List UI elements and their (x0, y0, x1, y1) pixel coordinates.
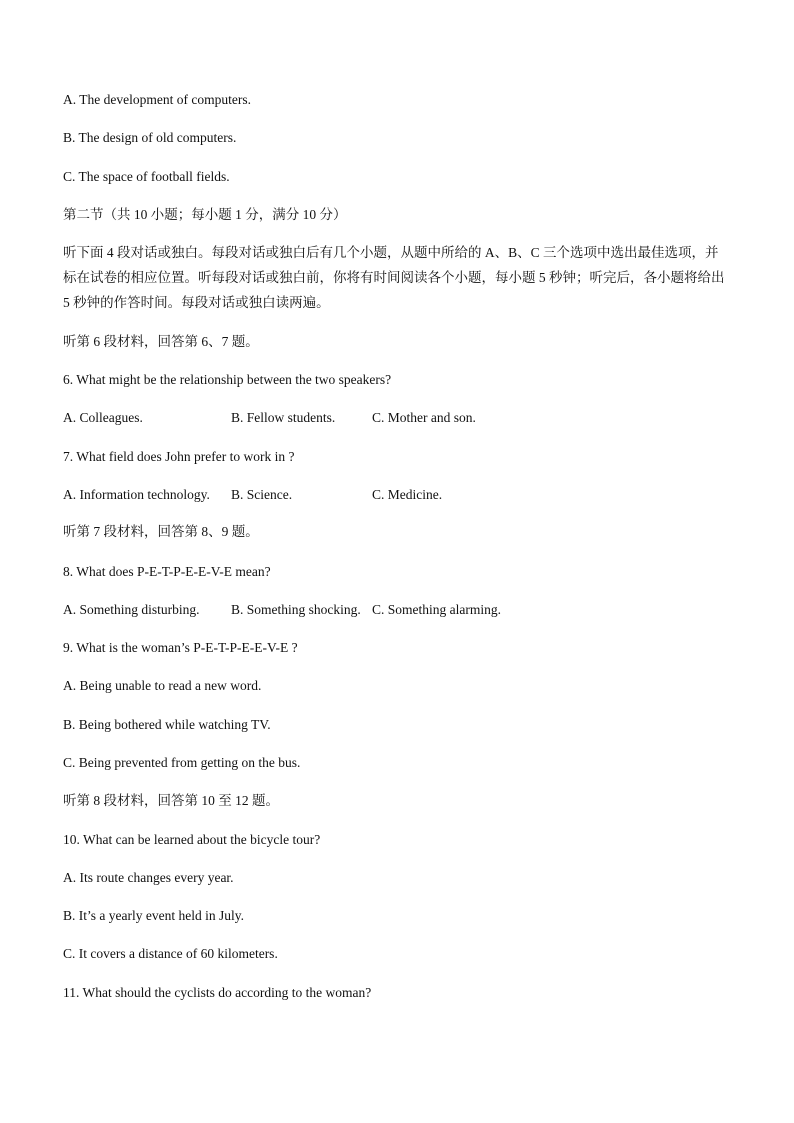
question-7-option-c: C. Medicine. (372, 487, 443, 502)
material-6-heading: 听第 6 段材料，回答第 6、7 题。 (63, 334, 259, 349)
section-heading: 第二节（共 10 小题；每小题 1 分，满分 10 分） (63, 207, 347, 222)
question-10-option-a: A. Its route changes every year. (63, 870, 234, 885)
question-6-option-a: A. Colleagues. (63, 410, 143, 425)
question-8: 8. What does P-E-T-P-E-E-V-E mean? (63, 564, 271, 579)
question-8-option-a: A. Something disturbing. (63, 602, 200, 617)
prev-option-c: C. The space of football fields. (63, 169, 230, 184)
question-7-option-b: B. Science. (231, 487, 293, 502)
question-10-option-c: C. It covers a distance of 60 kilometers. (63, 946, 278, 961)
question-7: 7. What field does John prefer to work in ? (63, 449, 295, 464)
question-10: 10. What can be learned about the bicycle tour? (63, 832, 321, 847)
question-6-option-c: C. Mother and son. (372, 410, 476, 425)
section-instructions: 听下面 4 段对话或独白。每段对话或独白后有几个小题，从题中所给的 A、B、C 三个选项中选出最佳选项，并标在试卷的相应位置。听每段对话或独白前，你将有时间阅读各个小题，每小题 5 秒钟；听完后，各小题将给出 5 秒钟的作答时间。每段对话或独白读两遍。 (63, 245, 725, 310)
question-9-option-c: C. Being prevented from getting on the bus. (63, 755, 301, 770)
material-7-heading: 听第 7 段材料，回答第 8、9 题。 (63, 524, 259, 539)
question-11: 11. What should the cyclists do according to the woman? (63, 985, 372, 1000)
question-9: 9. What is the woman’s P-E-T-P-E-E-V-E ? (63, 640, 298, 655)
question-8-option-c: C. Something alarming. (372, 602, 501, 617)
prev-option-a: A. The development of computers. (63, 92, 251, 107)
question-9-option-a: A. Being unable to read a new word. (63, 678, 262, 693)
question-10-option-b: B. It’s a yearly event held in July. (63, 908, 244, 923)
question-6: 6. What might be the relationship between the two speakers? (63, 372, 392, 387)
question-6-option-b: B. Fellow students. (231, 410, 336, 425)
question-7-option-a: A. Information technology. (63, 487, 210, 502)
question-8-option-b: B. Something shocking. (231, 602, 361, 617)
question-9-option-b: B. Being bothered while watching TV. (63, 717, 271, 732)
prev-option-b: B. The design of old computers. (63, 130, 237, 145)
material-8-heading: 听第 8 段材料，回答第 10 至 12 题。 (63, 793, 279, 808)
